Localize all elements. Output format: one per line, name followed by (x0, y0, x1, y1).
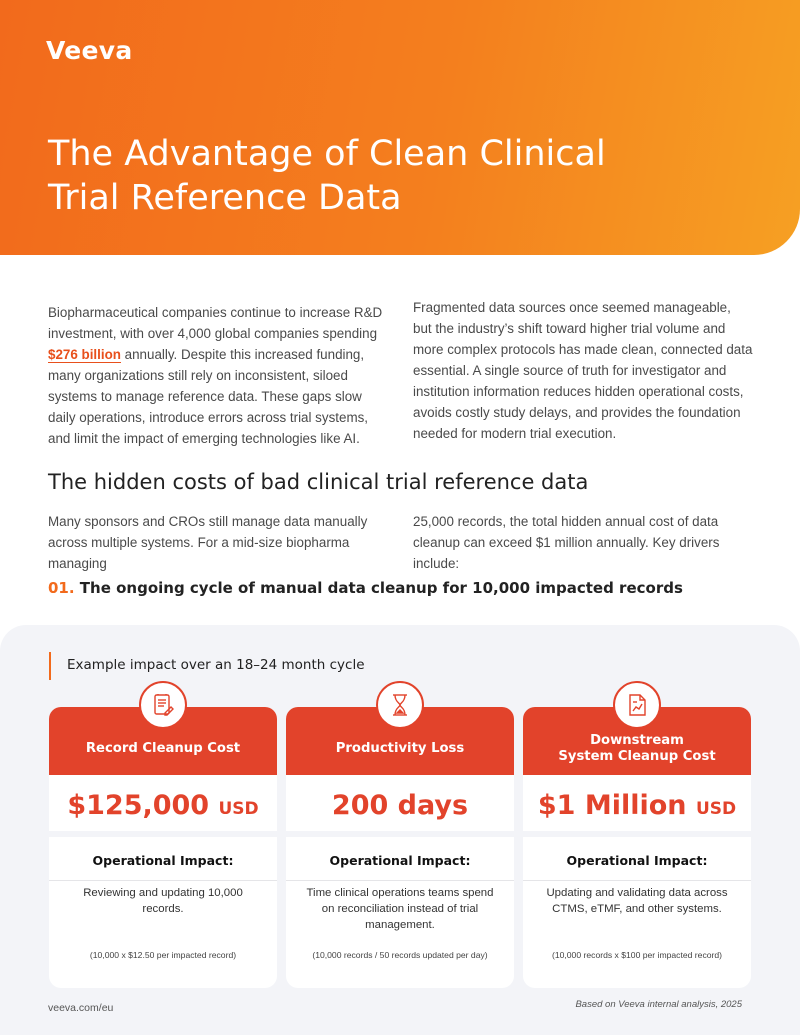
card-title: Productivity Loss (335, 741, 465, 756)
driver-title: The ongoing cycle of manual data cleanup for 10,000 impacted records (74, 579, 683, 597)
impact-card-record-cleanup (49, 707, 277, 988)
calculation-note: (10,000 records / 50 records updated per day) (312, 950, 488, 960)
footer-url-link[interactable]: veeva.com/eu (48, 1002, 114, 1014)
veeva-logo[interactable]: Veeva (46, 36, 133, 65)
page-title-line-1: The Advantage of Clean Clinical (48, 134, 606, 174)
value-amount: 200 days (331, 790, 469, 821)
card-title-line-1: Downstream (590, 733, 684, 748)
operational-impact-description: Reviewing and updating 10,000 records. (83, 887, 243, 915)
card-title-line-2: System Cleanup Cost (558, 749, 716, 764)
card-value (523, 775, 751, 837)
value-amount: $125,000 (67, 790, 210, 821)
hourglass-icon (376, 681, 424, 729)
value-unit: USD (218, 799, 259, 819)
divider (49, 880, 277, 881)
operational-impact-description: Updating and validating data across CTMS, eTMF, and other systems. (546, 887, 728, 915)
card-value (49, 775, 277, 837)
value-amount: $1 Million (537, 790, 687, 821)
intro-text-end: annually. Despite this increased funding, many organizations still rely on inconsistent, siloed systems to manage reference data. These gaps slow daily operations, introduce errors across trial systems, and limit the impact of emerging technologies like AI. (48, 347, 369, 446)
section-paragraph-left: Many sponsors and CROs still manage data manually across multiple systems. For a mid-size biopharma managing (48, 514, 368, 571)
intro-text-start: Biopharmaceutical companies continue to increase R&D investment, with over 4,000 global companies spending (48, 305, 383, 341)
calculation-note: (10,000 x $12.50 per impacted record) (89, 950, 237, 960)
document-icon (139, 681, 187, 729)
operational-impact-description: Time clinical operations teams spend on reconciliation instead of trial management. (306, 887, 494, 931)
value-unit: USD (695, 799, 737, 819)
impact-card-productivity-loss (286, 707, 514, 988)
example-label: Example impact over an 18–24 month cycle (67, 657, 365, 673)
spending-highlight-link[interactable]: $276 billion (48, 347, 121, 362)
card-value (286, 775, 514, 837)
footer-source-note: Based on Veeva internal analysis, 2025 (575, 999, 742, 1010)
driver-subheading (48, 579, 683, 597)
divider (286, 880, 514, 881)
chart-report-icon (613, 681, 661, 729)
intro-right-paragraph: Fragmented data sources once seemed manageable, but the industry’s shift toward higher trial volume and more complex protocols has made clean, connected data essential. A single source of truth for investigator and institution information reduces hidden operational costs, avoids costly study delays, and provides the foundation needed for modern trial execution. (413, 300, 753, 441)
divider (523, 880, 751, 881)
page-title (48, 132, 728, 220)
calculation-note: (10,000 records x $100 per impacted record) (551, 950, 723, 960)
operational-impact-title: Operational Impact: (92, 853, 234, 868)
impact-card-downstream-cleanup (523, 707, 751, 988)
operational-impact-title: Operational Impact: (329, 853, 471, 868)
accent-bar (49, 652, 51, 680)
section-heading: The hidden costs of bad clinical trial reference data (48, 470, 589, 494)
section-paragraph-right: 25,000 records, the total hidden annual cost of data cleanup can exceed $1 million annually. Key drivers include: (413, 514, 720, 571)
intro-left-paragraph (48, 302, 383, 449)
driver-number: 01. (48, 579, 75, 597)
page-title-line-2: Trial Reference Data (48, 178, 402, 218)
hero-banner (0, 0, 800, 255)
operational-impact-title: Operational Impact: (566, 853, 708, 868)
card-title: Record Cleanup Cost (85, 741, 241, 756)
